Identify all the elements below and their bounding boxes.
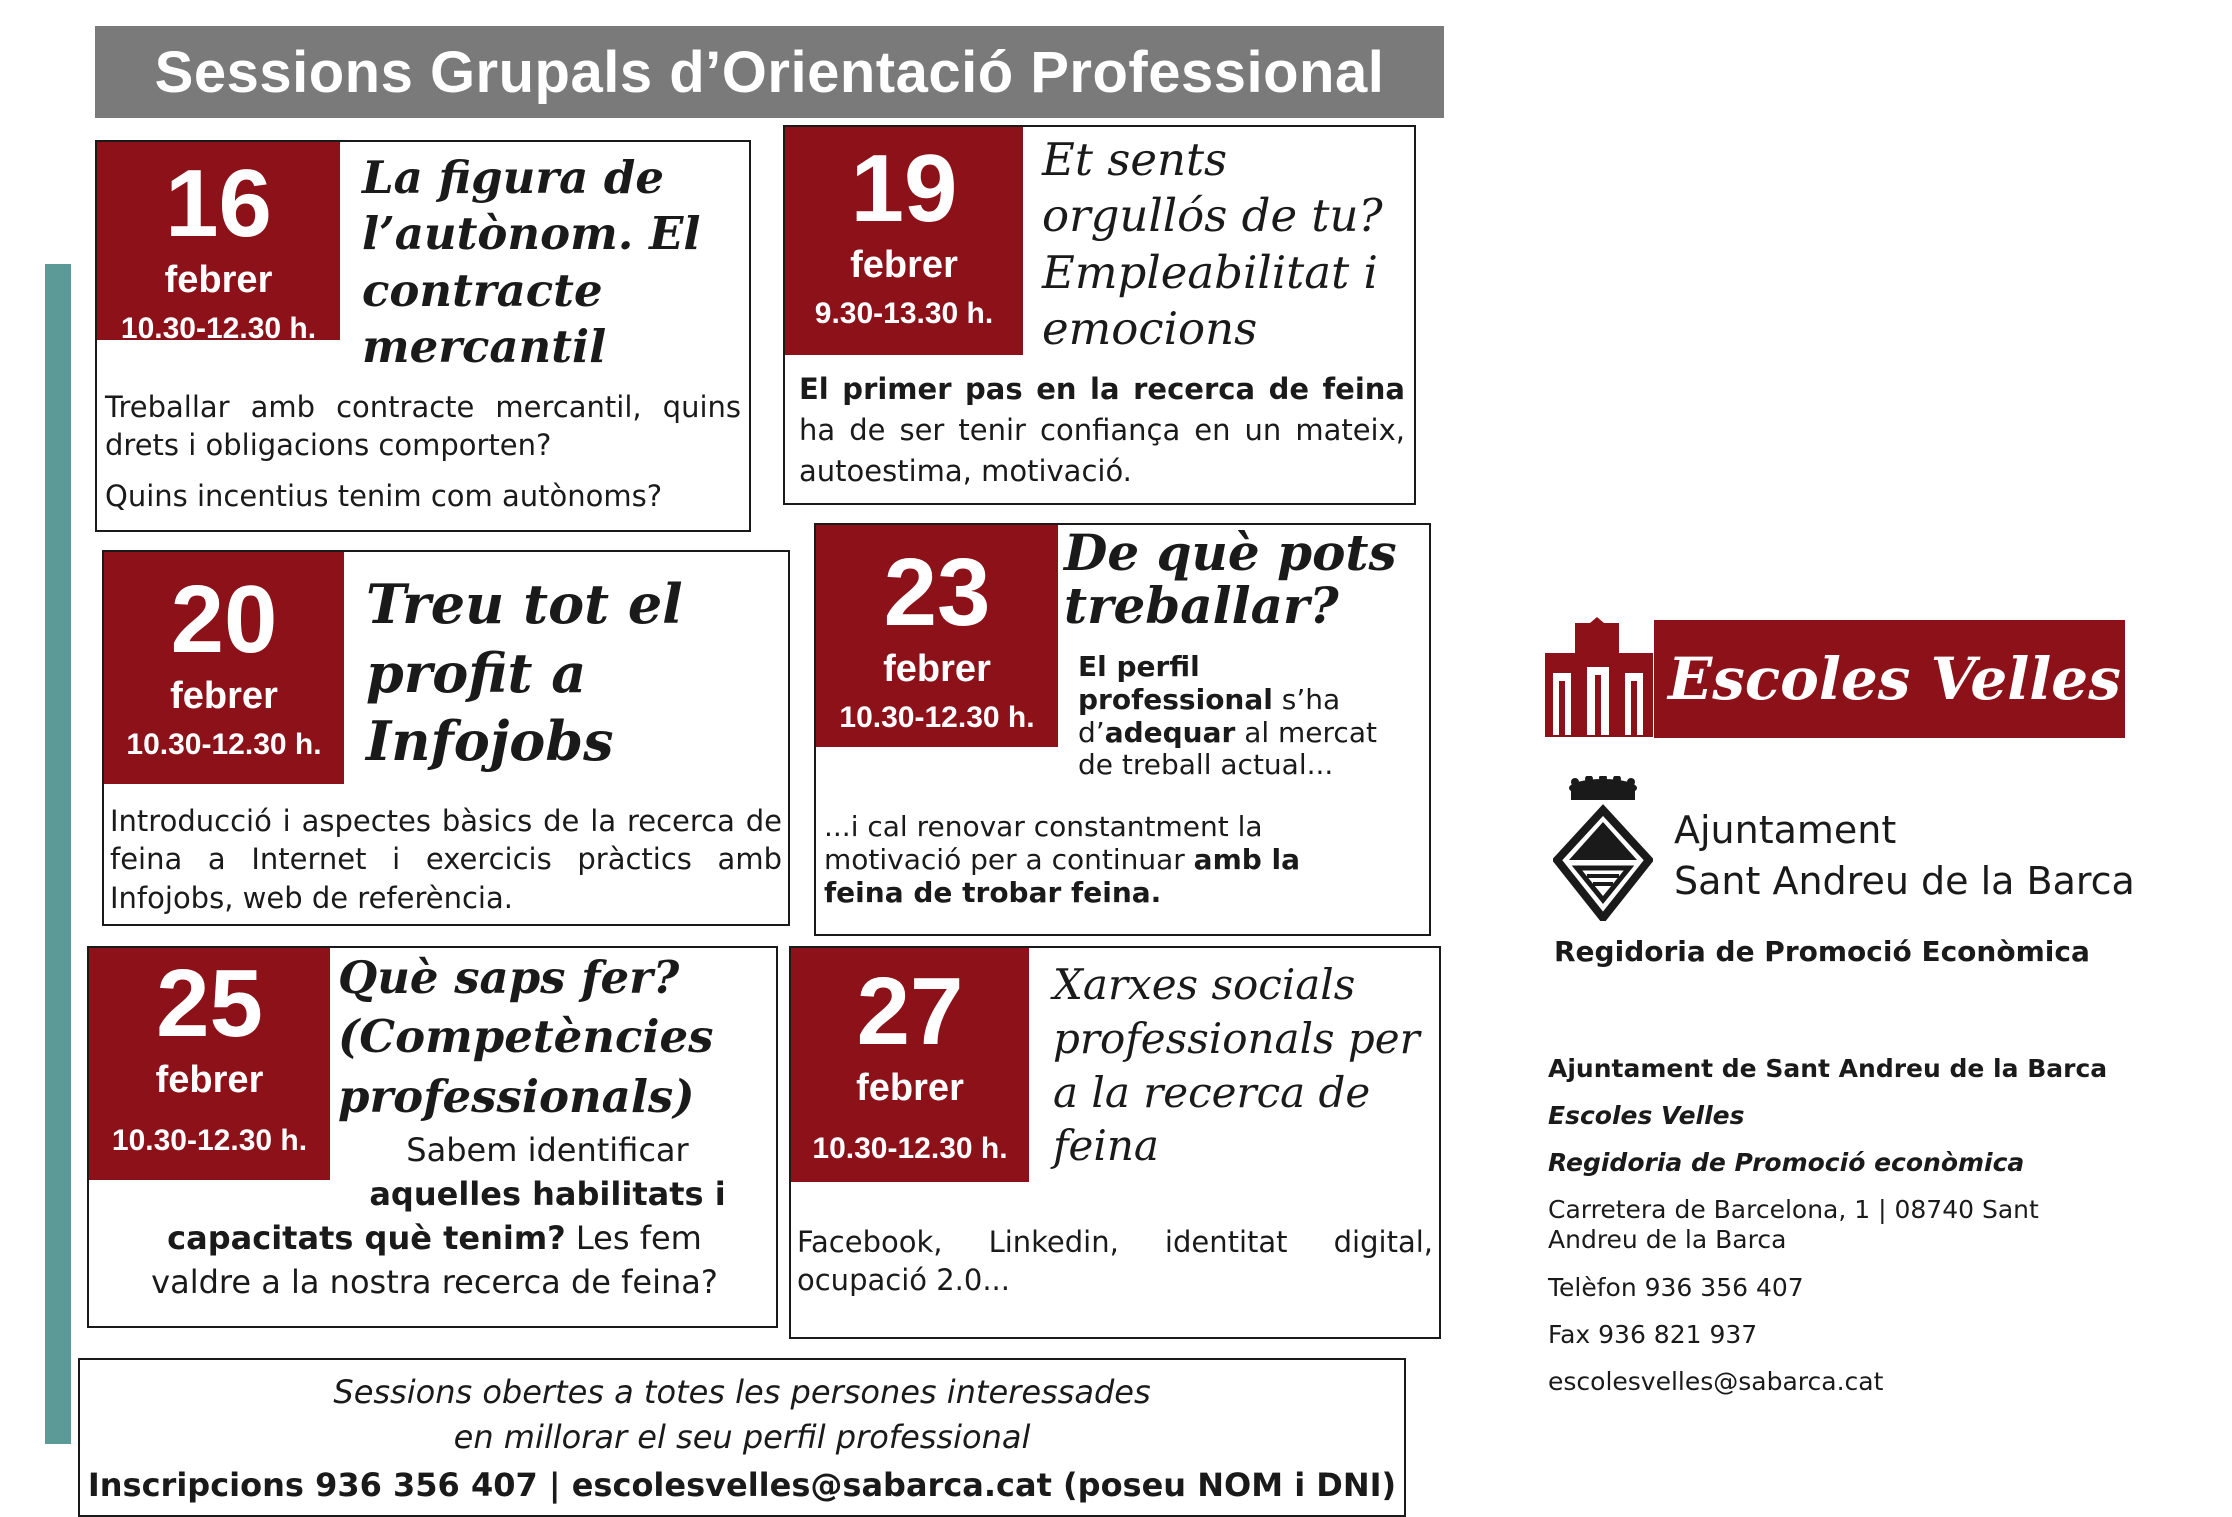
session-title — [1064, 523, 1397, 635]
session-day: 16 — [165, 150, 272, 257]
subtitle-text: de treball actual... — [1078, 748, 1334, 782]
contact-address: Carretera de Barcelona, 1 | 08740 Sant Andreu de la Barca — [1548, 1195, 2039, 1254]
session-month: febrer — [883, 648, 991, 690]
building-icon — [1539, 617, 1657, 741]
description-text: ...i cal renovar constantment la motivació per a continuar — [824, 810, 1263, 876]
session-description — [105, 388, 741, 515]
title-line: Et sents — [1042, 133, 1228, 186]
crest-icon — [1553, 776, 1653, 921]
description-bold: capacitats què tenim? — [167, 1219, 566, 1258]
description-paragraph: Introducció i aspectes bàsics de la recerca de feina a Internet i exercicis pràctics amb Infojobs, web de referència. — [110, 804, 782, 915]
contact-block — [1548, 1054, 2118, 1414]
title-line: (Competències — [338, 1010, 714, 1064]
logo-text: Escoles Velles — [1654, 620, 2125, 738]
date-box — [97, 142, 340, 345]
contact-department: Regidoria de Promoció econòmica — [1548, 1148, 2025, 1177]
session-title — [1042, 132, 1383, 357]
title-line: De què pots — [1064, 523, 1397, 582]
session-day: 25 — [156, 950, 263, 1057]
session-time: 10.30-12.30 h. — [126, 727, 322, 761]
description-paragraph: Facebook, Linkedin, identitat digital, ocupació 2.0... — [797, 1225, 1433, 1298]
session-card-25 — [87, 946, 778, 1328]
session-description — [797, 1223, 1433, 1300]
session-time: 9.30-13.30 h. — [814, 296, 994, 330]
title-line: mercantil — [362, 319, 607, 373]
title-line: feina — [1053, 1121, 1159, 1171]
page-title: Sessions Grupals d’Orientació Professional — [95, 26, 1444, 118]
ajuntament-line: Sant Andreu de la Barca — [1674, 859, 2135, 904]
session-day: 19 — [850, 135, 958, 242]
session-title — [1053, 958, 1420, 1173]
session-card-23 — [814, 523, 1431, 936]
session-time: 10.30-12.30 h. — [111, 1123, 308, 1157]
session-month: febrer — [155, 1059, 264, 1101]
title-line: contracte — [362, 263, 603, 317]
footer-registration: Inscripcions 936 356 407 | escolesvelles@sabarca.cat (poseu NOM i DNI) — [87, 1465, 1397, 1504]
ajuntament-line: Ajuntament — [1674, 808, 1897, 852]
session-time: 10.30-12.30 h. — [120, 311, 317, 345]
footer-line: Sessions obertes a totes les persones interessades — [333, 1373, 1151, 1411]
title-line: orgullós de tu? — [1042, 189, 1383, 243]
title-line: Xarxes socials — [1053, 960, 1356, 1009]
session-card-19 — [783, 125, 1416, 505]
session-description — [824, 811, 1384, 909]
session-month: febrer — [850, 244, 958, 286]
session-title — [362, 150, 701, 375]
session-time: 10.30-12.30 h. — [812, 1131, 1008, 1165]
session-day: 23 — [883, 539, 991, 646]
subtitle-text: al mercat — [1235, 715, 1377, 749]
date-box — [104, 552, 344, 784]
description-paragraph: Quins incentius tenim com autònoms? — [105, 478, 663, 513]
session-month: febrer — [856, 1067, 964, 1109]
subtitle-text: s’ha — [1272, 682, 1341, 716]
description-text: Les fem — [565, 1219, 702, 1258]
ajuntament-name — [1674, 805, 2135, 908]
description-bold: aquelles habilitats i — [369, 1175, 726, 1214]
title-line: Què saps fer? — [338, 951, 680, 1004]
contact-center: Escoles Velles — [1548, 1101, 1745, 1130]
subtitle-bold: adequar — [1104, 715, 1236, 749]
title-line: professionals per — [1053, 1013, 1420, 1063]
title-line: emocions — [1042, 301, 1258, 355]
subtitle-bold: professional — [1078, 682, 1273, 716]
contact-email[interactable]: escolesvelles@sabarca.cat — [1548, 1367, 1884, 1396]
description-text: Sabem identificar — [406, 1131, 689, 1169]
title-line: Infojobs — [366, 709, 614, 774]
contact-fax: Fax 936 821 937 — [1548, 1320, 1758, 1349]
session-time: 10.30-12.30 h. — [839, 700, 1035, 734]
session-subtitle — [1078, 651, 1377, 782]
title-line: professionals) — [338, 1069, 695, 1123]
escoles-velles-logo — [1539, 617, 2125, 741]
contact-org: Ajuntament de Sant Andreu de la Barca — [1548, 1054, 2108, 1083]
session-description — [110, 802, 782, 917]
description-paragraph: Treballar amb contracte mercantil, quins drets i obligacions comporten? — [105, 390, 741, 463]
session-day: 20 — [170, 566, 278, 673]
description-bold: amb la feina de trobar feina. — [824, 842, 1301, 909]
session-month: febrer — [164, 259, 273, 301]
title-line: profit a — [366, 640, 587, 705]
session-title — [338, 948, 713, 1126]
side-accent-line — [45, 264, 71, 1444]
description-text: valdre a la nostra recerca de feina? — [151, 1263, 718, 1302]
date-box — [791, 948, 1029, 1182]
session-title — [366, 570, 683, 776]
contact-phone: Telèfon 936 356 407 — [1548, 1273, 1804, 1302]
description-bold: El primer pas en la recerca de feina — [799, 372, 1405, 406]
session-description — [799, 369, 1405, 493]
date-box — [785, 127, 1023, 355]
title-line: treballar? — [1064, 575, 1339, 635]
description-text: ha de ser tenir confiança en un mateix, autoestima, motivació. — [799, 413, 1405, 489]
title-line: a la recerca de — [1053, 1067, 1371, 1117]
title-line: Empleabilitat i — [1042, 245, 1378, 299]
session-card-16 — [95, 140, 751, 532]
title-line: La figura de — [362, 151, 664, 204]
session-description — [89, 1128, 780, 1305]
session-card-20 — [102, 550, 790, 926]
regidoria-label: Regidoria de Promoció Econòmica — [1554, 935, 2090, 968]
title-line: Treu tot el — [366, 572, 683, 636]
session-card-27 — [789, 946, 1441, 1339]
date-box — [816, 525, 1058, 747]
session-day: 27 — [856, 958, 964, 1065]
subtitle-bold: El perfil — [1078, 650, 1200, 683]
footer-line: en millorar el seu perfil professional — [453, 1417, 1031, 1456]
footer-box — [78, 1358, 1406, 1517]
title-line: l’autònom. El — [362, 207, 701, 261]
session-month: febrer — [170, 675, 278, 717]
subtitle-text: d’ — [1078, 715, 1105, 749]
